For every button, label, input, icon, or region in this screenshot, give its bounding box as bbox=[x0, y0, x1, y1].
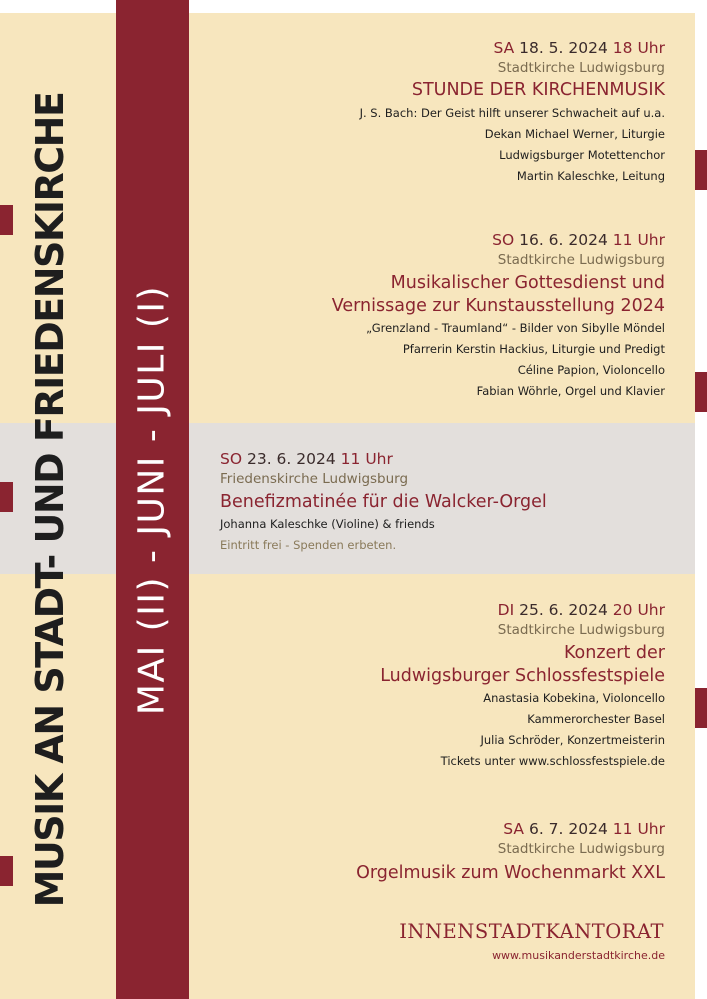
event-date-line bbox=[332, 229, 665, 251]
event-detail: „Grenzland - Traumland“ - Bilder von Sibylle Möndel bbox=[366, 321, 665, 335]
event-title: Ludwigsburger Schlossfestspiele bbox=[380, 666, 665, 686]
event-detail: Pfarrerin Kerstin Hackius, Liturgie und Predigt bbox=[402, 342, 665, 356]
event-day: SA bbox=[503, 820, 525, 838]
event-date: 23. 6. 2024 bbox=[246, 450, 336, 468]
event-time: 11 Uhr bbox=[612, 231, 665, 249]
event-venue: Stadtkirche Ludwigsburg bbox=[497, 60, 665, 76]
event-detail: Martin Kaleschke, Leitung bbox=[516, 169, 665, 183]
event-title: Musikalischer Gottesdienst und bbox=[390, 273, 665, 293]
decor-tab bbox=[695, 372, 707, 412]
event-title: Vernissage zur Kunstausstellung 2024 bbox=[331, 296, 665, 316]
event-date-line bbox=[356, 818, 665, 840]
decor-tab bbox=[0, 856, 13, 886]
event-detail: Ludwigsburger Motettenchor bbox=[499, 148, 665, 162]
event-note: Eintritt frei - Spenden erbeten. bbox=[220, 538, 397, 552]
event-day: SO bbox=[220, 450, 243, 468]
decor-tab bbox=[695, 688, 707, 728]
event-date: 6. 7. 2024 bbox=[528, 820, 608, 838]
event-title: STUNDE DER KIRCHENMUSIK bbox=[411, 80, 665, 100]
event-2 bbox=[332, 229, 665, 402]
period-label: MAI (II) - JUNI - JULI (I) bbox=[131, 284, 173, 716]
event-detail: Dekan Michael Werner, Liturgie bbox=[484, 127, 665, 141]
event-title: Konzert der bbox=[563, 643, 665, 663]
event-detail: Céline Papion, Violoncello bbox=[517, 363, 665, 377]
event-time: 18 Uhr bbox=[612, 39, 665, 57]
event-detail: Anastasia Kobekina, Violoncello bbox=[483, 691, 665, 705]
event-4 bbox=[380, 599, 665, 772]
organization-name: INNENSTADTKANTORAT bbox=[399, 920, 664, 943]
event-title: Orgelmusik zum Wochenmarkt XXL bbox=[356, 863, 665, 883]
event-3 bbox=[220, 448, 547, 556]
event-date-line bbox=[380, 599, 665, 621]
series-title: MUSIK AN STADT- UND FRIEDENSKIRCHE bbox=[28, 92, 72, 908]
event-detail: J. S. Bach: Der Geist hilft unserer Schwacheit auf u.a. bbox=[359, 106, 665, 120]
event-1 bbox=[360, 37, 665, 187]
event-venue: Friedenskirche Ludwigsburg bbox=[220, 471, 409, 487]
event-detail: Johanna Kaleschke (Violine) & friends bbox=[220, 517, 435, 531]
event-time: 11 Uhr bbox=[612, 820, 665, 838]
event-day: DI bbox=[497, 601, 515, 619]
decor-tab bbox=[0, 205, 13, 235]
event-date-line bbox=[360, 37, 665, 59]
event-date: 25. 6. 2024 bbox=[519, 601, 608, 619]
decor-tab bbox=[0, 482, 13, 512]
event-detail: Fabian Wöhrle, Orgel und Klavier bbox=[476, 384, 665, 398]
event-date-line bbox=[220, 448, 547, 470]
event-5 bbox=[356, 818, 665, 885]
decor-tab bbox=[695, 150, 707, 190]
event-day: SA bbox=[493, 39, 515, 57]
event-date: 18. 5. 2024 bbox=[519, 39, 608, 57]
event-date: 16. 6. 2024 bbox=[519, 231, 608, 249]
event-detail: Tickets unter www.schlossfestspiele.de bbox=[440, 754, 665, 768]
event-detail: Julia Schröder, Konzertmeisterin bbox=[480, 733, 665, 747]
event-detail: Kammerorchester Basel bbox=[527, 712, 665, 726]
event-venue: Stadtkirche Ludwigsburg bbox=[497, 622, 665, 638]
event-time: 11 Uhr bbox=[340, 450, 393, 468]
event-day: SO bbox=[492, 231, 515, 249]
event-title: Benefizmatinée für die Walcker-Orgel bbox=[220, 492, 547, 512]
event-venue: Stadtkirche Ludwigsburg bbox=[497, 252, 665, 268]
event-time: 20 Uhr bbox=[612, 601, 665, 619]
event-venue: Stadtkirche Ludwigsburg bbox=[497, 841, 665, 857]
website-link[interactable]: www.musikanderstadtkirche.de bbox=[492, 949, 665, 962]
